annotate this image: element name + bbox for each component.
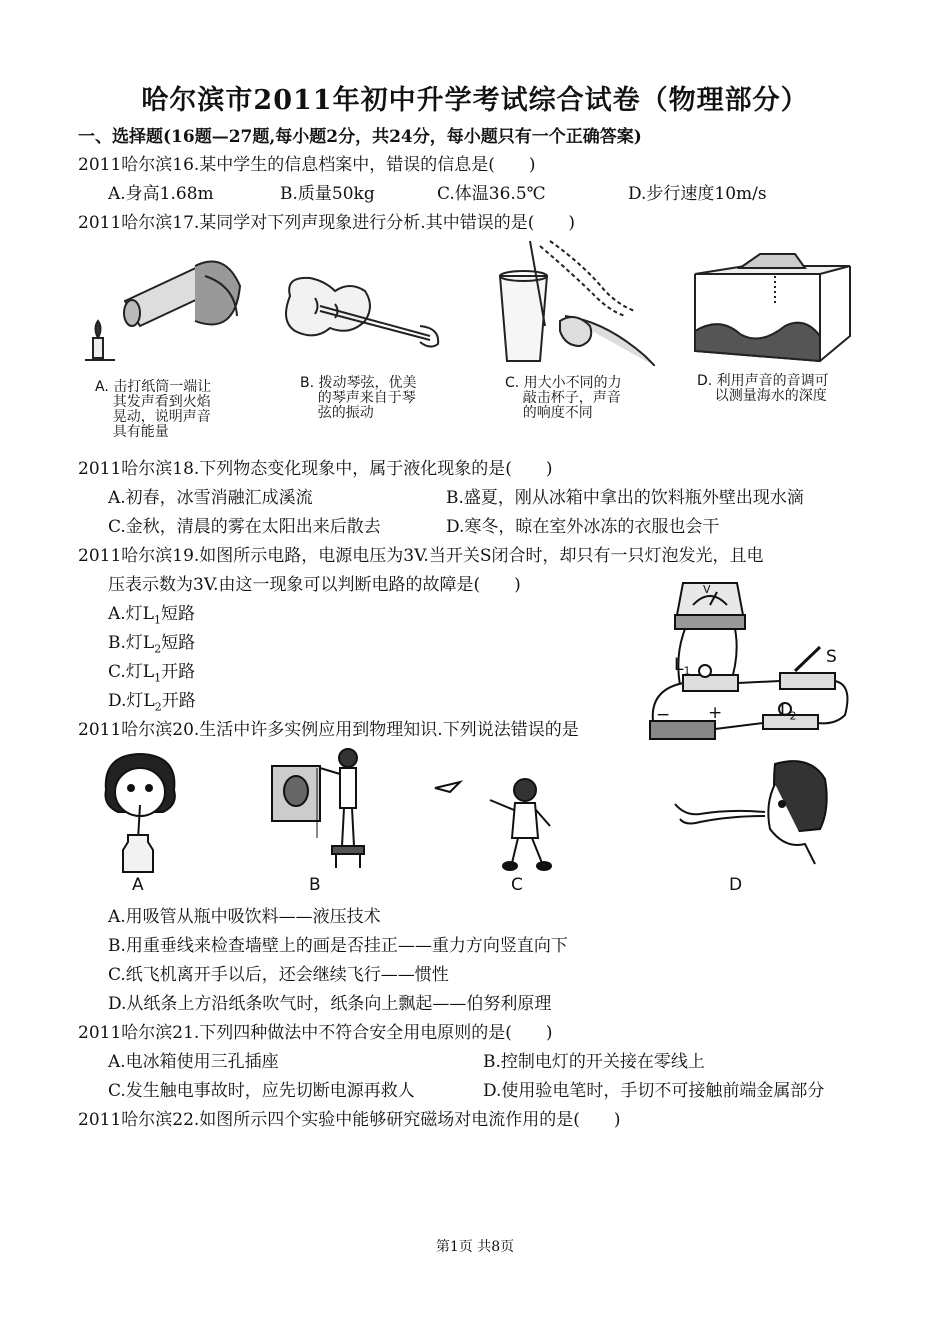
q18-option-c: C.金秋，清晨的雾在太阳出来后散去 [108,517,381,537]
q19-option-d: D.灯$L_2$开路 [108,691,196,714]
q19-fig-switch-label: S [826,647,837,667]
q20-figure-a [98,750,183,875]
page-title: 哈尔滨市2011年初中升学考试综合试卷（物理部分） [141,85,809,116]
q17-caption-a: A. 击打纸筒一端让 其发声看到火焰 晃动，说明声音 具有能量 [95,379,212,440]
q19-fig-l2-label: $L_2$ [780,700,797,723]
q21-option-a: A.电冰箱使用三孔插座 [108,1052,279,1072]
q20-fig-label-c: C [511,875,523,895]
q20-figure-d [670,754,830,869]
q16-option-d: D.步行速度10m/s [628,184,767,204]
q17-figure-d [690,246,855,366]
q21-option-b: B.控制电灯的开关接在零线上 [483,1052,705,1072]
q20-fig-label-b: B [309,875,321,895]
q21-stem: 2011哈尔滨21.下列四种做法中不符合安全用电原则的是( ) [78,1023,553,1043]
q16-option-a: A.身高1.68m [108,184,214,204]
q20-figure-c [430,778,580,873]
q17-caption-c: C. 用大小不同的力 敲击杯子，声音 的响度不同 [505,375,622,421]
q20-figure-b [262,746,372,876]
q20-option-a: A.用吸管从瓶中吸饮料——液压技术 [108,907,381,927]
q17-stem: 2011哈尔滨17.某同学对下列声现象进行分析.其中错误的是( ) [78,213,575,233]
q20-option-b: B.用重垂线来检查墙壁上的画是否挂正——重力方向竖直向下 [108,936,568,956]
q22-stem: 2011哈尔滨22.如图所示四个实验中能够研究磁场对电流作用的是( ) [78,1110,621,1130]
q19-fig-voltmeter-label: V [703,583,711,596]
q19-fig-minus-label: − [656,705,671,725]
section-header: 一、选择题(16题—27题,每小题2分，共24分，每小题只有一个正确答案) [78,127,642,147]
q21-option-d: D.使用验电笔时，手切不可接触前端金属部分 [483,1081,825,1101]
q20-stem: 2011哈尔滨20.生活中许多实例应用到物理知识.下列说法错误的是 [78,720,579,740]
q16-stem: 2011哈尔滨16.某中学生的信息档案中，错误的信息是( ) [78,155,536,175]
q20-option-c: C.纸飞机离开手以后，还会继续飞行——惯性 [108,965,449,985]
q18-stem: 2011哈尔滨18.下列物态变化现象中，属于液化现象的是( ) [78,459,553,479]
q17-figure-c [495,236,655,366]
q16-option-b: B.质量50kg [280,184,375,204]
q19-option-c: C.灯$L_1$开路 [108,662,196,685]
q17-figure-a [85,246,245,366]
q17-caption-b: B. 拨动琴弦，优美 的琴声来自于琴 弦的振动 [300,375,417,421]
q18-option-b: B.盛夏，刚从冰箱中拿出的饮料瓶外壁出现水滴 [446,488,804,508]
q20-fig-label-a: A [132,875,144,895]
q17-caption-d: D. 利用声音的音调可 以测量海水的深度 [697,373,829,404]
q20-option-d: D.从纸条上方沿纸条吹气时，纸条向上飘起——伯努利原理 [108,994,552,1014]
q21-option-c: C.发生触电事故时，应先切断电源再救人 [108,1081,415,1101]
q20-fig-label-d: D [729,875,743,895]
q18-option-d: D.寒冬，晾在室外冰冻的衣服也会干 [446,517,720,537]
q19-stem-line2: 压表示数为3V.由这一现象可以判断电路的故障是( ) [108,575,521,595]
page-footer: 第1页 共8页 [435,1239,515,1255]
q17-figure-b [280,266,445,351]
q19-option-b: B.灯$L_2$短路 [108,633,196,656]
q16-option-c: C.体温36.5℃ [437,184,546,204]
q18-option-a: A.初春，冰雪消融汇成溪流 [108,488,313,508]
q19-option-a: A.灯$L_1$短路 [108,604,195,627]
q19-fig-l1-label: $L_1$ [674,655,691,678]
q19-stem-line1: 2011哈尔滨19.如图所示电路，电源电压为3V.当开关S闭合时，却只有一只灯泡发光，且电 [78,546,764,566]
q19-fig-plus-label: + [708,703,723,723]
